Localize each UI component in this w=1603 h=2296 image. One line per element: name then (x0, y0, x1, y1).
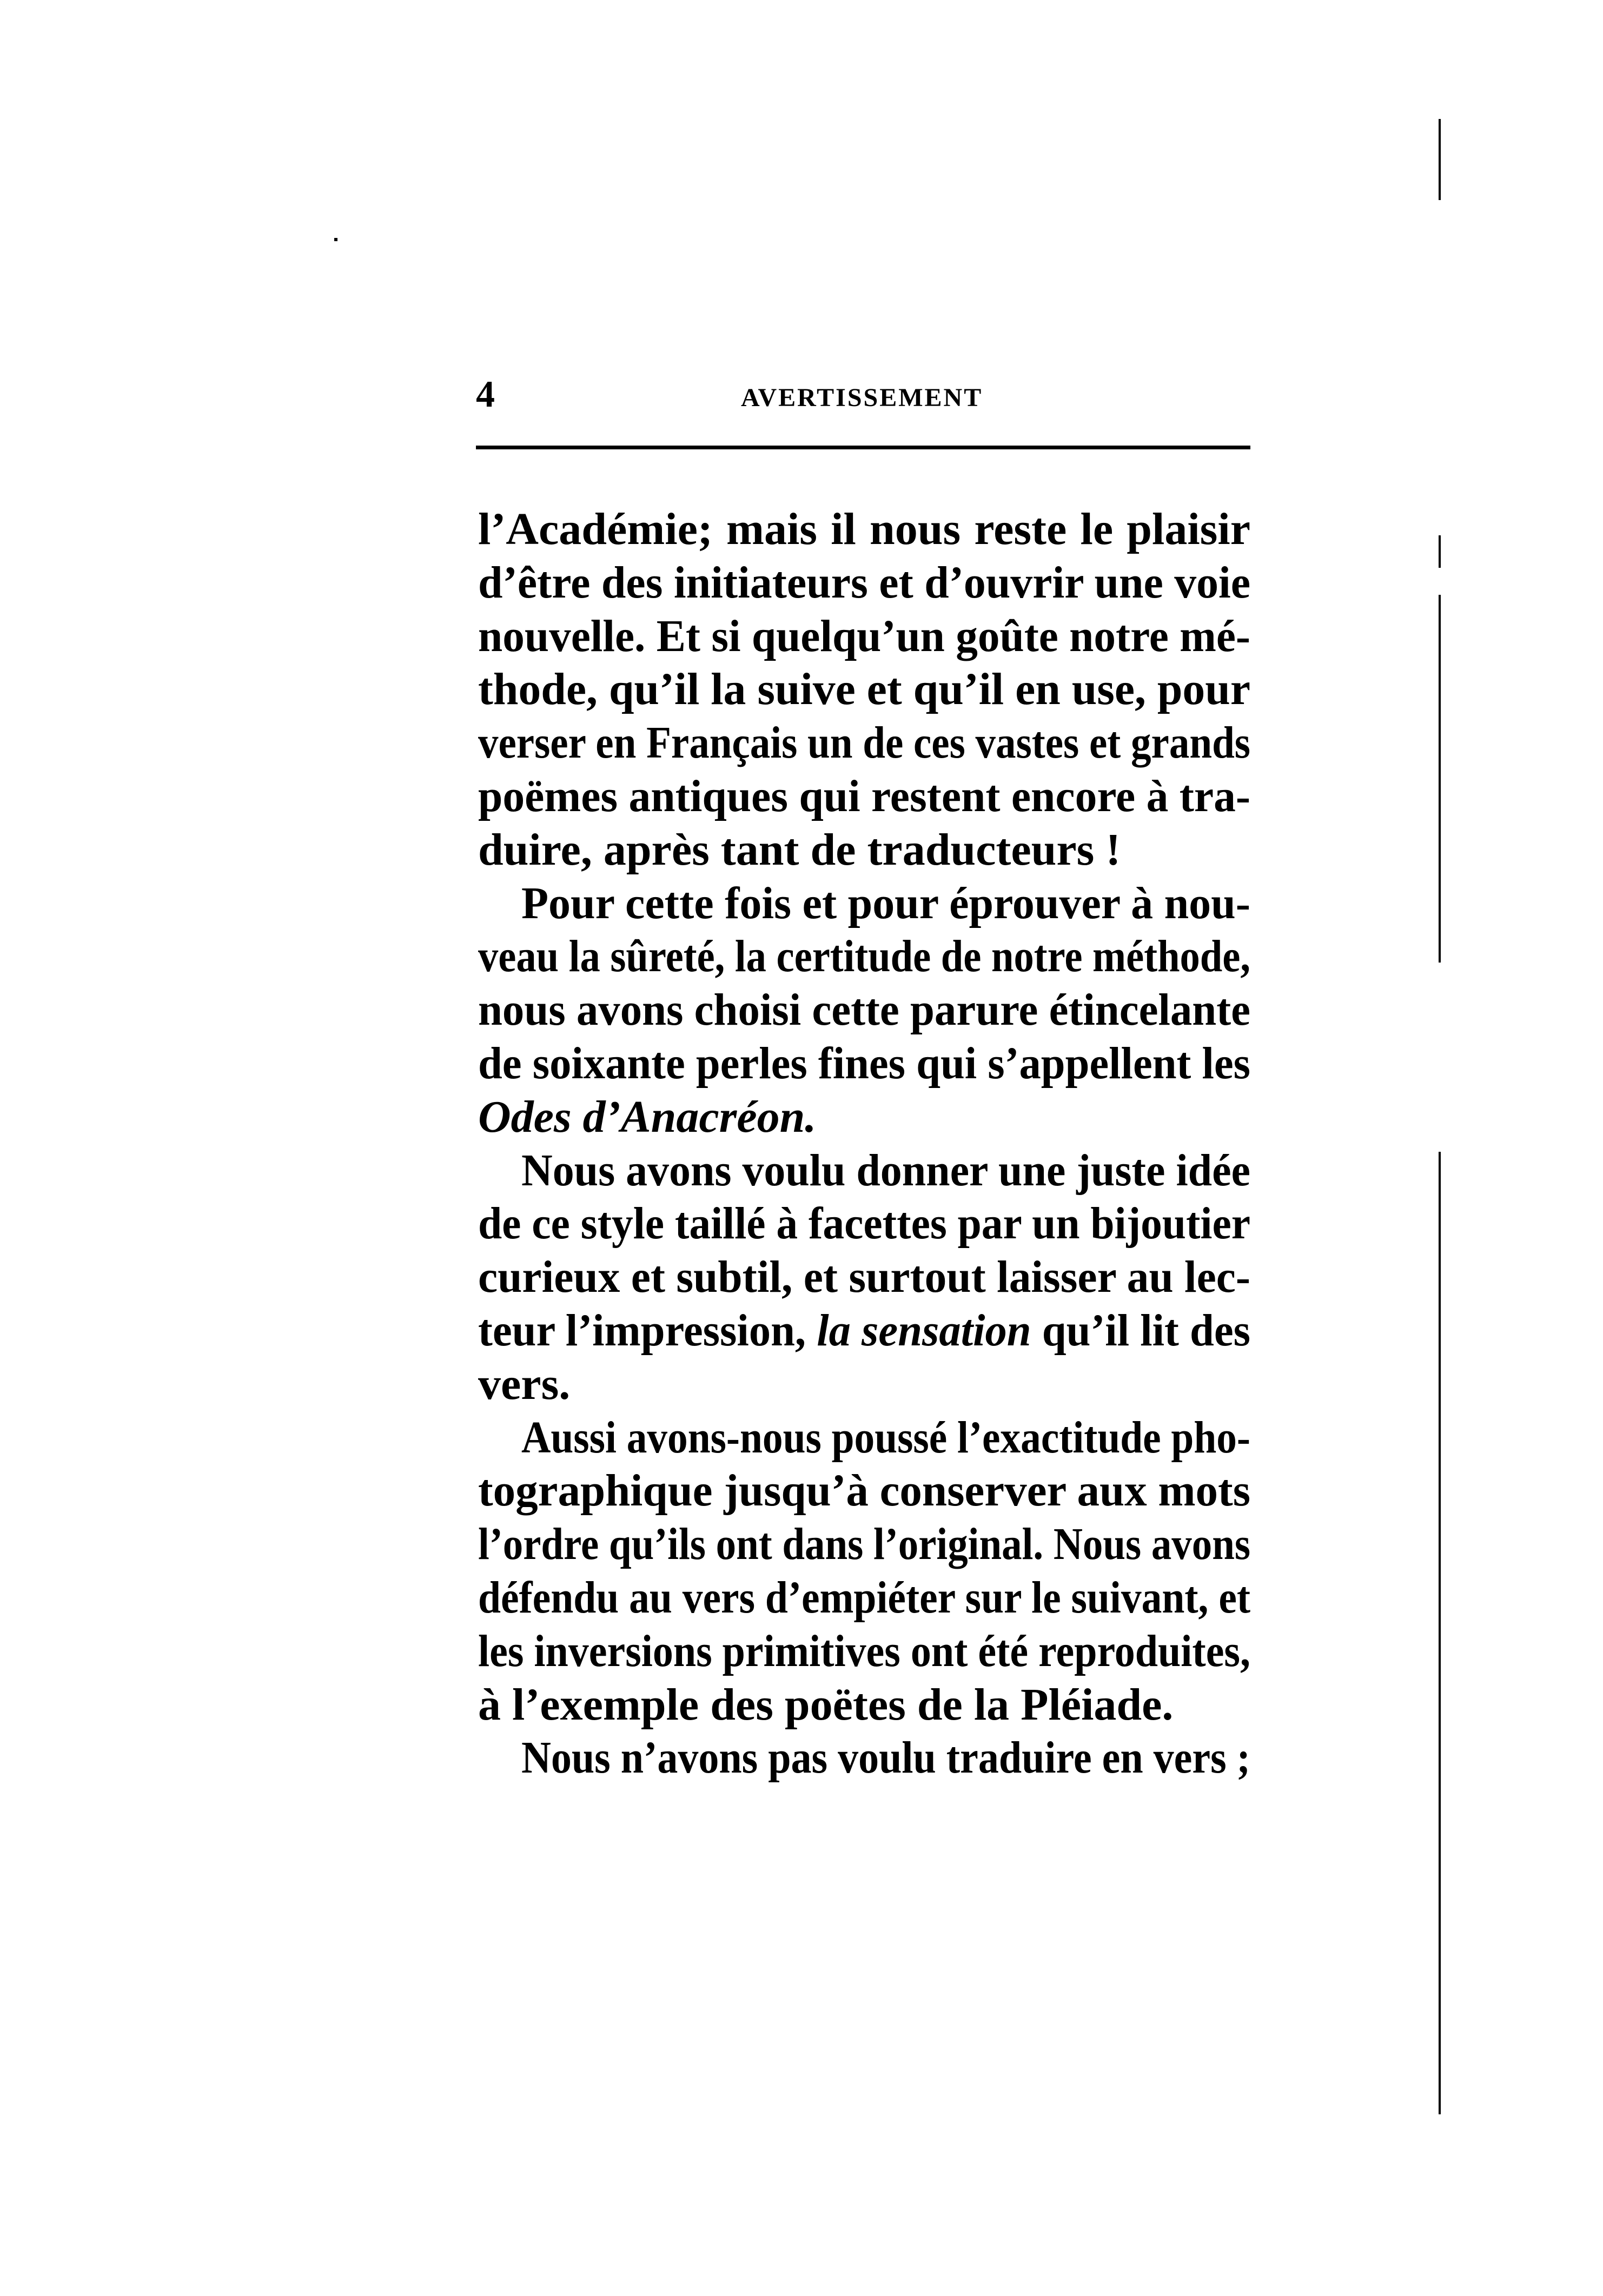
text-line (478, 1571, 1250, 1625)
text-line (478, 984, 1250, 1037)
text-line-content (478, 1251, 1250, 1304)
text-line (478, 1464, 1250, 1518)
scan-artifact-line (1439, 535, 1441, 568)
text-segment: Nous avons voulu donner une juste idée (521, 1145, 1250, 1196)
text-line-content (478, 663, 1250, 716)
text-segment: les inversions primitives ont été reproduites, (478, 1625, 1250, 1676)
text-line (478, 1197, 1250, 1251)
text-segment: nous avons choisi cette parure étincelante (478, 985, 1250, 1036)
text-segment: de soixante perles fines qui s’appellent les (478, 1038, 1250, 1089)
text-line-content (478, 1197, 1250, 1251)
text-segment: Pour cette fois et pour éprouver à nou- (521, 878, 1250, 928)
italic-text: la sensation (817, 1305, 1031, 1356)
text-line (478, 824, 1250, 877)
text-segment: de ce style taillé à facettes par un bijoutier (478, 1198, 1250, 1249)
text-segment: qu’il lit des (1031, 1305, 1250, 1356)
scan-artifact-line (1439, 119, 1441, 200)
text-line (478, 1144, 1250, 1198)
text-line-content (478, 1464, 1250, 1518)
text-line-content (478, 1678, 1173, 1732)
text-segment: d’être des initiateurs et d’ouvrir une voie (478, 557, 1250, 608)
text-line (478, 716, 1250, 770)
text-line-content (478, 556, 1250, 610)
text-line-content (521, 877, 1250, 931)
text-segment: Nous n’avons pas voulu traduire en vers ; (521, 1733, 1250, 1783)
text-line-content (478, 1518, 1250, 1571)
text-line-content (478, 503, 1250, 556)
text-segment: l’Académie; mais il nous reste le plaisir (478, 504, 1250, 554)
text-segment: Aussi avons-nous poussé l’exactitude pho- (521, 1412, 1250, 1463)
text-line-content (478, 770, 1250, 824)
text-line (478, 1251, 1250, 1304)
text-segment: curieux et subtil, et surtout laisser au lec- (478, 1252, 1250, 1303)
text-segment: poëmes antiques qui restent encore à tra- (478, 771, 1250, 821)
page-number: 4 (476, 374, 495, 415)
text-line-content (478, 1571, 1250, 1625)
text-line (478, 1625, 1250, 1678)
text-line (478, 1518, 1250, 1571)
text-segment: duire, après tant de traducteurs ! (478, 824, 1121, 875)
text-segment: l’ordre qu’ils ont dans l’original. Nous avons (478, 1519, 1250, 1570)
text-line (478, 1358, 1250, 1411)
scan-artifact-line (1439, 1152, 1441, 2114)
text-line-content (478, 1091, 816, 1144)
text-line (478, 1731, 1250, 1785)
text-segment: à l’exemple des poëtes de la Pléiade. (478, 1679, 1174, 1730)
text-line-content (478, 930, 1250, 984)
text-line-content (478, 984, 1250, 1037)
text-line (478, 1037, 1250, 1091)
text-segment: thode, qu’il la suive et qu’il en use, pour (478, 664, 1250, 715)
text-line (478, 1304, 1250, 1358)
header-rule (476, 446, 1250, 449)
text-line (478, 663, 1250, 716)
text-segment: teur l’impression, (478, 1305, 817, 1356)
text-line-content (478, 1625, 1250, 1678)
text-line-content (478, 610, 1250, 663)
text-line-content (521, 1731, 1250, 1785)
text-line (478, 1091, 1250, 1144)
text-line (478, 877, 1250, 931)
text-segment: défendu au vers d’empiéter sur le suivant, et (478, 1572, 1250, 1623)
text-line-content (521, 1144, 1250, 1198)
text-line (478, 610, 1250, 663)
text-line-content (478, 716, 1250, 770)
running-title: AVERTISSEMENT (741, 383, 983, 412)
italic-text: Odes d’Anacréon. (478, 1091, 817, 1142)
text-segment: tographique jusqu’à conserver aux mots (478, 1465, 1250, 1516)
text-line-content (478, 1304, 1250, 1358)
text-line (478, 556, 1250, 610)
scan-artifact-line (1439, 595, 1441, 963)
text-line (478, 1411, 1250, 1465)
text-line-content (521, 1411, 1250, 1465)
body-text (478, 503, 1250, 1785)
text-line-content (478, 1037, 1250, 1091)
text-line-content (478, 1358, 570, 1411)
text-line (478, 1678, 1250, 1732)
text-line (478, 930, 1250, 984)
scan-artifact-dot (334, 238, 337, 241)
text-segment: verser en Français un de ces vastes et grands (478, 718, 1250, 768)
text-line-content (478, 824, 1121, 877)
text-segment: veau la sûreté, la certitude de notre méthode, (478, 931, 1250, 982)
text-line (478, 770, 1250, 824)
text-line (478, 503, 1250, 556)
text-segment: vers. (478, 1358, 571, 1409)
text-segment: nouvelle. Et si quelqu’un goûte notre mé- (478, 611, 1250, 661)
